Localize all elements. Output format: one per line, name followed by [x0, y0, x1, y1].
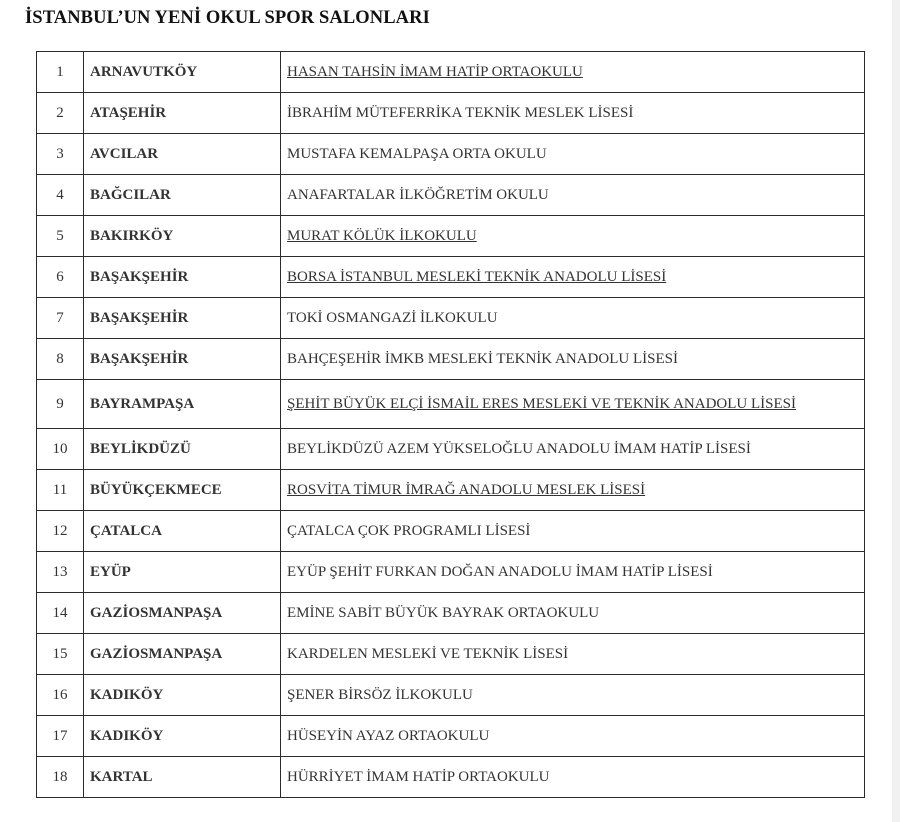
district-name: KADIKÖY: [84, 675, 281, 716]
row-number: 3: [37, 134, 84, 175]
district-name: BEYLİKDÜZÜ: [84, 429, 281, 470]
school-link[interactable]: HASAN TAHSİN İMAM HATİP ORTAOKULU: [287, 64, 583, 80]
table-row: [37, 593, 865, 634]
school-name: ANAFARTALAR İLKÖĞRETİM OKULU: [287, 187, 549, 203]
district-name: BÜYÜKÇEKMECE: [84, 470, 281, 511]
row-number: 18: [37, 757, 84, 798]
school-cell: [281, 339, 865, 380]
table-row: [37, 380, 865, 429]
row-number: 9: [37, 380, 84, 429]
table-row: [37, 134, 865, 175]
school-name: BEYLİKDÜZÜ AZEM YÜKSELOĞLU ANADOLU İMAM HATİP LİSESİ: [287, 441, 751, 457]
table-row: [37, 634, 865, 675]
table-row: [37, 757, 865, 798]
district-name: EYÜP: [84, 552, 281, 593]
school-name: MUSTAFA KEMALPAŞA ORTA OKULU: [287, 146, 547, 162]
table-row: [37, 93, 865, 134]
district-name: KARTAL: [84, 757, 281, 798]
table-row: [37, 429, 865, 470]
school-cell: [281, 134, 865, 175]
school-name: İBRAHİM MÜTEFERRİKA TEKNİK MESLEK LİSESİ: [287, 105, 634, 121]
school-cell: [281, 175, 865, 216]
school-cell: [281, 757, 865, 798]
row-number: 4: [37, 175, 84, 216]
district-name: ÇATALCA: [84, 511, 281, 552]
table-row: [37, 716, 865, 757]
district-name: GAZİOSMANPAŞA: [84, 593, 281, 634]
row-number: 5: [37, 216, 84, 257]
school-cell: [281, 675, 865, 716]
school-name: EMİNE SABİT BÜYÜK BAYRAK ORTAOKULU: [287, 605, 600, 621]
school-name: HÜSEYİN AYAZ ORTAOKULU: [287, 728, 490, 744]
school-cell: [281, 216, 865, 257]
row-number: 14: [37, 593, 84, 634]
page-title: İSTANBUL’UN YENİ OKUL SPOR SALONLARI: [25, 8, 430, 28]
row-number: 13: [37, 552, 84, 593]
school-name: HÜRRİYET İMAM HATİP ORTAOKULU: [287, 769, 550, 785]
school-cell: [281, 470, 865, 511]
school-cell: [281, 429, 865, 470]
district-name: BAŞAKŞEHİR: [84, 298, 281, 339]
school-link[interactable]: ŞEHİT BÜYÜK ELÇİ İSMAİL ERES MESLEKİ VE TEKNİK ANADOLU LİSESİ: [287, 396, 797, 412]
table-row: [37, 675, 865, 716]
school-name: EYÜP ŞEHİT FURKAN DOĞAN ANADOLU İMAM HATİP LİSESİ: [287, 564, 713, 580]
district-name: GAZİOSMANPAŞA: [84, 634, 281, 675]
district-name: AVCILAR: [84, 134, 281, 175]
district-name: BAŞAKŞEHİR: [84, 339, 281, 380]
school-link[interactable]: ROSVİTA TİMUR İMRAĞ ANADOLU MESLEK LİSESİ: [287, 482, 646, 498]
school-cell: [281, 511, 865, 552]
school-cell: [281, 257, 865, 298]
school-name: ŞENER BİRSÖZ İLKOKULU: [287, 687, 473, 703]
school-name: TOKİ OSMANGAZİ İLKOKULU: [287, 310, 498, 326]
row-number: 12: [37, 511, 84, 552]
district-name: BAŞAKŞEHİR: [84, 257, 281, 298]
row-number: 8: [37, 339, 84, 380]
schools-table-body: [37, 52, 865, 798]
table-row: [37, 511, 865, 552]
row-number: 15: [37, 634, 84, 675]
scrollbar-track[interactable]: [892, 0, 900, 822]
school-link[interactable]: MURAT KÖLÜK İLKOKULU: [287, 228, 477, 244]
table-row: [37, 175, 865, 216]
row-number: 10: [37, 429, 84, 470]
district-name: ATAŞEHİR: [84, 93, 281, 134]
row-number: 16: [37, 675, 84, 716]
school-cell: [281, 634, 865, 675]
row-number: 1: [37, 52, 84, 93]
row-number: 6: [37, 257, 84, 298]
school-link[interactable]: BORSA İSTANBUL MESLEKİ TEKNİK ANADOLU LİSESİ: [287, 269, 667, 285]
schools-table: [36, 51, 865, 798]
school-cell: [281, 593, 865, 634]
table-row: [37, 552, 865, 593]
row-number: 2: [37, 93, 84, 134]
district-name: BAYRAMPAŞA: [84, 380, 281, 429]
table-row: [37, 470, 865, 511]
table-row: [37, 216, 865, 257]
school-cell: [281, 552, 865, 593]
row-number: 7: [37, 298, 84, 339]
district-name: BAKIRKÖY: [84, 216, 281, 257]
school-cell: [281, 52, 865, 93]
school-cell: [281, 93, 865, 134]
row-number: 11: [37, 470, 84, 511]
school-cell: [281, 298, 865, 339]
district-name: ARNAVUTKÖY: [84, 52, 281, 93]
table-row: [37, 339, 865, 380]
district-name: KADIKÖY: [84, 716, 281, 757]
table-row: [37, 257, 865, 298]
table-row: [37, 298, 865, 339]
school-cell: [281, 716, 865, 757]
district-name: BAĞCILAR: [84, 175, 281, 216]
school-name: KARDELEN MESLEKİ VE TEKNİK LİSESİ: [287, 646, 569, 662]
row-number: 17: [37, 716, 84, 757]
school-name: ÇATALCA ÇOK PROGRAMLI LİSESİ: [287, 523, 531, 539]
table-row: [37, 52, 865, 93]
school-cell: [281, 380, 865, 429]
school-name: BAHÇEŞEHİR İMKB MESLEKİ TEKNİK ANADOLU LİSESİ: [287, 351, 678, 367]
